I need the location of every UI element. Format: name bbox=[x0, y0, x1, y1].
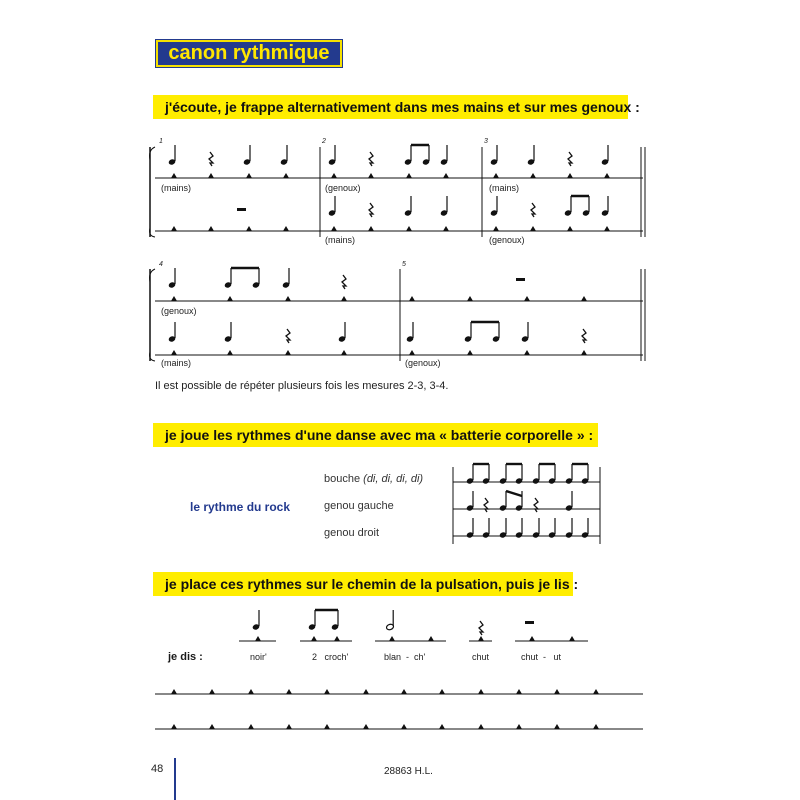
measure-number: 4 bbox=[159, 261, 163, 268]
rock-rhythm-staff bbox=[453, 464, 600, 544]
spoken-word: chut bbox=[472, 652, 490, 662]
pulse-examples bbox=[239, 610, 588, 641]
catalog-reference: 28863 H.L. bbox=[384, 766, 433, 777]
spoken-word: 2 croch' bbox=[312, 652, 349, 662]
label-mains: (mains) bbox=[325, 235, 356, 245]
system-1 bbox=[150, 145, 645, 237]
label-genoux: (genoux) bbox=[405, 358, 441, 368]
part-left-knee: genou gauche bbox=[324, 500, 394, 512]
part-mouth: bouche (di, di, di, di) bbox=[324, 473, 424, 485]
spoken-word: blan - ch' bbox=[384, 652, 426, 662]
measure-number: 3 bbox=[484, 138, 488, 145]
page-title: canon rythmique bbox=[168, 42, 330, 64]
repeat-note: Il est possible de répéter plusieurs fois les mesures 2-3, 3-4. bbox=[155, 380, 449, 392]
part-right-knee: genou droit bbox=[324, 527, 380, 539]
spoken-word: noir' bbox=[250, 652, 267, 662]
page-number: 48 bbox=[151, 763, 164, 775]
system-2 bbox=[150, 268, 645, 361]
pulse-lines-empty bbox=[155, 689, 643, 729]
section3-instruction: je place ces rythmes sur le chemin de la pulsation, puis je lis : bbox=[153, 572, 573, 596]
label-genoux: (genoux) bbox=[325, 183, 361, 193]
label-mains: (mains) bbox=[161, 183, 192, 193]
spoken-word: chut - ut bbox=[521, 652, 562, 662]
rhythm-name: le rythme du rock bbox=[190, 500, 291, 514]
measure-number: 5 bbox=[402, 261, 406, 268]
say-label: je dis : bbox=[168, 651, 203, 663]
footer-divider bbox=[174, 758, 176, 800]
measure-number: 1 bbox=[159, 138, 163, 145]
label-genoux: (genoux) bbox=[161, 306, 197, 316]
section1-instruction: j'écoute, je frappe alternativement dans mes mains et sur mes genoux : bbox=[153, 95, 628, 119]
label-mains: (mains) bbox=[161, 358, 192, 368]
label-mains: (mains) bbox=[489, 183, 520, 193]
section2-instruction: je joue les rythmes d'une danse avec ma « batterie corporelle » : bbox=[153, 423, 598, 447]
label-genoux: (genoux) bbox=[489, 235, 525, 245]
measure-number: 2 bbox=[322, 138, 326, 145]
